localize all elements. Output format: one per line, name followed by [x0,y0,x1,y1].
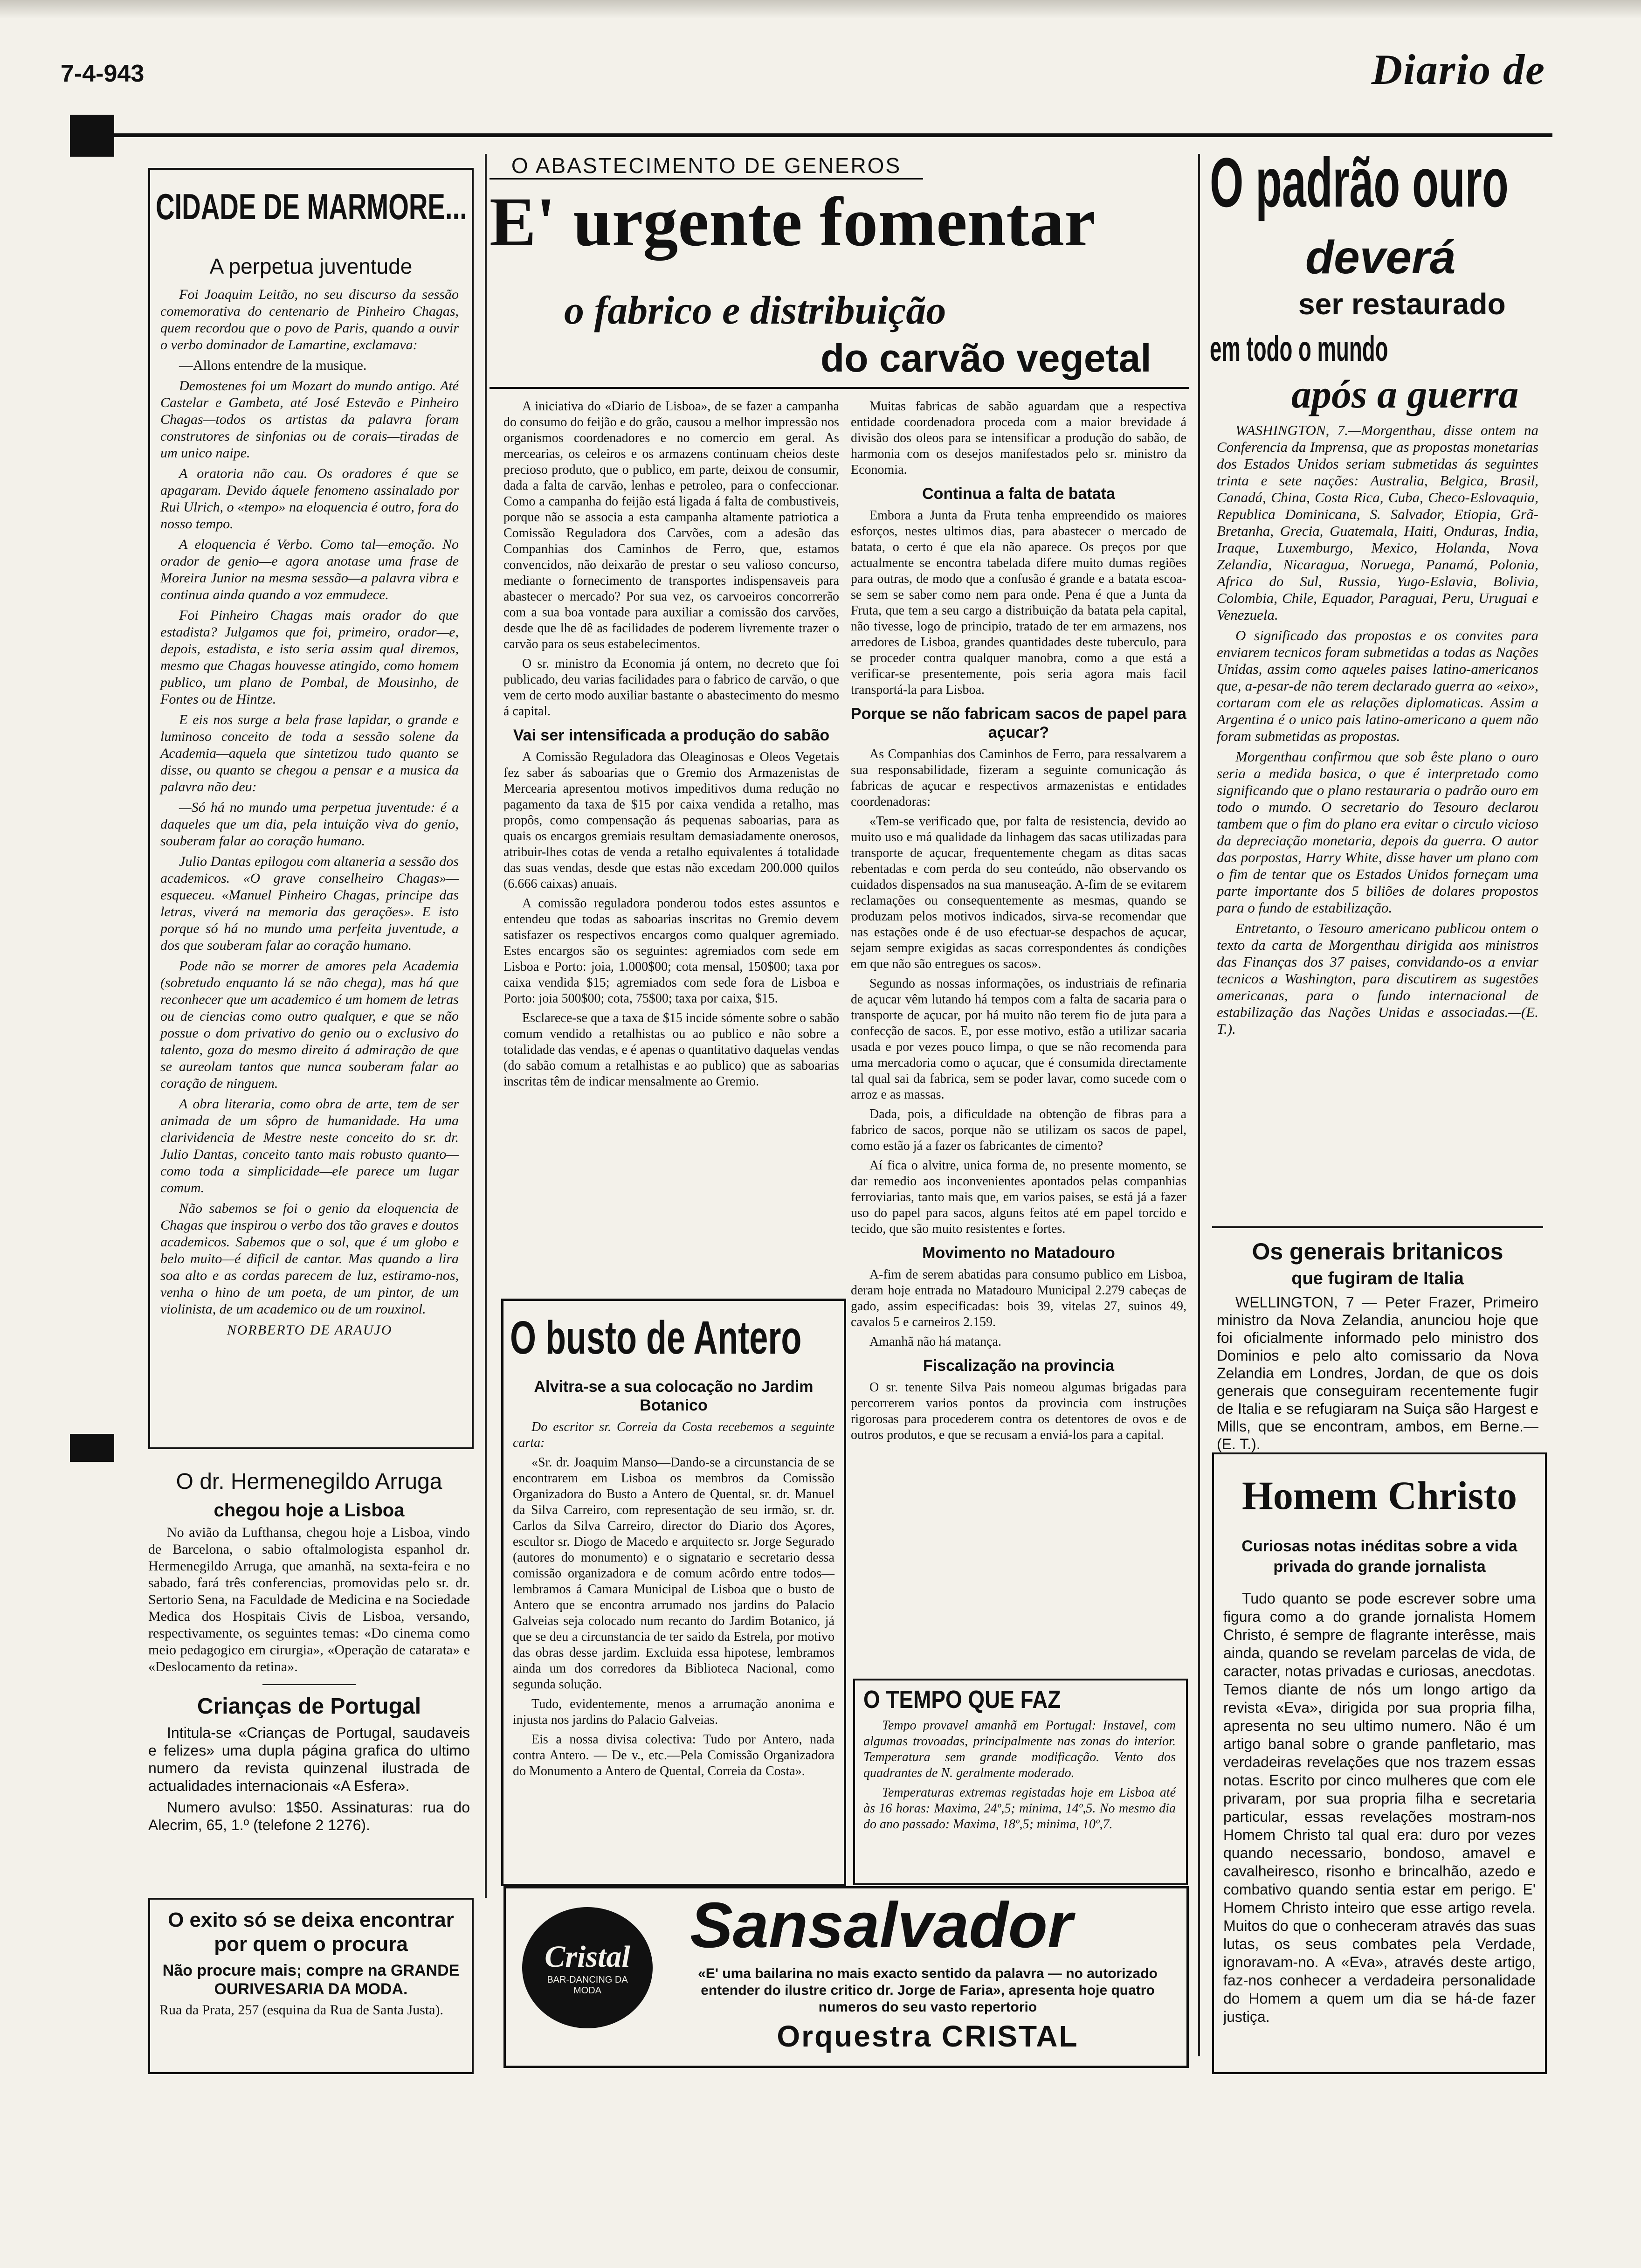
tempo-temps: Temperaturas extremas registadas hoje em Lisboa até às 16 horas: Maxima, 24º,5; minima, 14º,5. No mesmo dia do ano passado: Maxima, 18º,5; minima, 10º,7. [863,1785,1176,1832]
antero-body [513,1371,834,1783]
sabao-title: Vai ser intensificada a produção do sabão [513,726,830,744]
paragraph: Entretanto, o Tesouro americano publicou ontem o texto da carta de Morgenthau dirigida aos ministros das Finanças dos 37 paises, convidando-os a enviar tecnicos a Washington, para discutirem as sugestões americanas, para o fundo internacional de estabilização das Nações Unidas e associadas.—(E. T.). [1217,920,1538,1037]
column-rule [485,154,487,1898]
sansalvador-name: Sansalvador [690,1889,1073,1961]
ad-body: Não procure mais; compre na GRANDE OURIVESARIA DA MODA. [162,1962,460,1998]
antero-subtitle: Alvitra-se a sua colocação no Jardim Botanico [534,1378,814,1414]
signature: NORBERTO DE ARAUJO [227,1322,393,1338]
ad-headline: O exito só se deixa encontrar por quem o procura [168,1908,454,1956]
center-headline: E' urgente fomentar [490,183,1096,261]
arruga-article [148,1469,470,1838]
paragraph: Foi Joaquim Leitão, no seu discurso da sessão comemorativa do centenario de Pinheiro Chagas, quem recordou que o povo de Paris, quando a ouvir o verbo dominador de Lamartine, exclamava: [160,287,459,353]
center-subhead2: do carvão vegetal [820,336,1151,380]
paragraph: Muitas fabricas de sabão aguardam que a respectiva entidade coordenadora proceda com a maior brevidade á divisão dos oleos para se intensificar a produção do sabão, de harmonia com os desejos manifestados pelo sr. ministro da Economia. [851,399,1186,477]
christo-title: Homem Christo [1242,1473,1517,1518]
tempo-box [853,1679,1188,1885]
paragraph: «Tem-se verificado que, por falta de resistencia, devido ao muito uso e má qualidade da linhagem das sacas utilizadas para transporte de açucar, frequentemente chegam as ditas sacas rebentadas e com perda do seu conteúdo, não observando os cuidados dispensados na sua manuseação. A-fim de se evitarem reclamações ou consequentemente as mesmas, quando se produzam pelos motivos indicados, sirva-se recomendar que nas estações onde é de uso efectuar-se despachos de açucar, sejam sempre exigidas as sacas correspondentes ás condições em que não são entregues os sacos». [851,814,1186,971]
cristal-orchestra: Orquestra CRISTAL [777,2019,1079,2053]
center-col-a [503,399,839,1093]
paragraph: Pode não se morrer de amores pela Academia (sobretudo enquanto lá se não chega), mas há que reconhecer que um academico é um homem de letras ou de ciencias como outro qualquer, e que se não possue o dom privativo do genio ou o exclusivo do talento, goza do mesmo direito á admiração de que se aureolam tantos que nunca souberam falar ao coração de ninguem. [160,958,459,1091]
ad-address: Rua da Prata, 257 (esquina da Rua de Santa Justa). [159,2002,444,2018]
top-rule [112,133,1552,137]
paragraph: Amanhã não há matança. [869,1335,1001,1349]
tempo-title: O TEMPO QUE FAZ [863,1686,1061,1714]
padrao-head3: ser restaurado [1298,287,1506,321]
center-headline-rule [490,387,1189,389]
paragraph: «Sr. dr. Joaquim Manso—Dando-se a circunstancia de se encontrarem em Lisboa os membros da Comissão Organizadora do Busto a Antero de Quental, sr. dr. Manuel da Silva Carreiro, com representação de seu irmão, sr. dr. Carlos da Silva Carreiro, director do Diario dos Açores, escultor sr. Diogo de Macedo e arquitecto sr. Jorge Segurado (autores do monumento) e o signatario e secretario dessa comissão organizadora e de comum acôrdo entre todos—lembramos á Camara Municipal de Lisboa que o busto de Antero que se encontra arrumado nos jardins do Palacio Galveias seja colocado num recanto do Jardim Botanico, já que se deu a circunstancia de ter saido da Estrela, por motivo das obras desse jardim. Excluida essa hipotese, lembramos ainda um dos corredores da Biblioteca Nacional, como segunda solução. [513,1455,834,1692]
antero-intro: Do escritor sr. Correia da Costa recebemos a seguinte carta: [513,1420,834,1450]
sacos-title: Porque se não fabricam sacos de papel para açucar? [851,705,1186,741]
paragraph: Não sabemos se foi o genio da eloquencia de Chagas que inspirou o verbo dos tão graves e doutos academicos. Sabemos que o sol, que é um globo e belo muito—é dificil de cantar. Mas quando a lira soa alto e as cordas parecem de luz, estiramo-nos, venha o hino de um poeta, de um pintor, de um violinista, de um academico ou de um rouxinol. [160,1201,459,1317]
paragraph: A obra literaria, como obra de arte, tem de ser animada de um sôpro de humanidade. Ha uma clarividencia de Mestre neste conceito do sr. dr. Julio Dantas, conceito tanto mais robusto quanto—como toda a simplicidade—ele parece um lugar comum. [160,1096,459,1196]
column-rule [1198,154,1200,2056]
paragraph: —Allons entendre de la musique. [179,358,367,373]
cristal-tagline: «E' uma bailarina no mais exacto sentido da palavra — no autorizado entender do ilustre critico dr. Jorge de Faria», apresenta hoje quatro numeros do seu vasto repertorio [698,1966,1158,2015]
paragraph: Dada, pois, a dificuldade na obtenção de fibras para a fabrico de sacos, porque não se utilizam os sacos de papel, como estão já a fazer os fabricantes de cimento? [851,1107,1186,1153]
cidade-subtitle: A perpetua juventude [209,254,413,278]
center-col-b [851,399,1186,1447]
padrao-headline: O padrão ouro [1210,143,1509,221]
paragraph: Foi Pinheiro Chagas mais orador do que estadista? Julgamos que foi, primeiro, orador—e, depois, estadista, e isto seria assim qual diremos, mesmo que Chagas houvesse atingido, como homem publico, um plano de Pombal, de Mousinho, de Fontes ou de Hintze. [160,608,459,707]
paragraph: Tudo, evidentemente, menos a arrumação anonima e injusta nos jardins do Palacio Galveias. [513,1697,834,1727]
paragraph: Morgenthau confirmou que sob êste plano o ouro seria a medida basica, o que é interpretado como significando que o plano restauraria o padrão ouro em todo o mundo. O secretario do Tesouro declarou tambem que o fim do plano era evitar o circulo vicioso da depreciação monetaria, depois da guerra. O autor das porpostas, Harry White, disse haver um plano com o fim de tentar que os Estados Unidos forneçam uma parte importante dos 5 biliões de dolares propostos para o fundo de estabilização. [1217,748,1538,916]
paragraph: O sr. ministro da Economia já ontem, no decreto que foi publicado, deu varias facilidades para o fabrico de carvão, o que vem de certo modo auxiliar bastante o abastecimento do mesmo á capital. [503,657,839,719]
fiscalizacao-title: Fiscalização na provincia [923,1357,1115,1375]
generais-subtitle: que fugiram de Italia [1291,1269,1464,1288]
cristal-logo-sub: BAR-DANCING DA MODA [547,1975,628,1996]
paragraph: O significado das propostas e os convites para enviarem tecnicos foram submetidas a todas as Nações Unidas, assim como aqueles paises latino-americanos que, a-pesar-de não terem declarado guerra ao «eixo», cortaram com ele as relações diplomaticas. Assim a Argentina é o unico pais latino-americano a quem não foram submetidas as propostas. [1217,627,1538,744]
criancas-title: Crianças de Portugal [197,1694,421,1719]
generais-body: WELLINGTON, 7 — Peter Frazer, Primeiro ministro da Nova Zelandia, anunciou hoje que foi oficialmente informado pelo ministro dos Dominios e pelo alto comissario da Nova Zelandia em Londres, Jordan, de que os dois generais que conseguiram recentemente fugir de Italia e se refugiaram na Suiça são Hargest e Mills, que se encontram, ambos, em Berne.—(E. T.). [1217,1294,1538,1452]
masthead: Diario de [1371,46,1545,93]
paragraph: A oratoria não cau. Os oradores é que se apagaram. Devido áquele fenomeno assinalado por Rui Ulrich, o «tempo» na eloquencia é outro, fora do nosso tempo. [160,466,459,532]
issue-date: 7-4-943 [61,60,145,87]
page-top-edge [0,0,1641,19]
padrao-body [1217,422,1538,1041]
padrao-head4: em todo o mundo [1210,329,1388,369]
center-kicker: O ABASTECIMENTO DE GENEROS [490,153,923,180]
cidade-de-marmore-box [148,168,474,1449]
christo-body [1223,1590,1536,2030]
tempo-forecast: Tempo provavel amanhã em Portugal: Instavel, com algumas trovoadas, principalmente nas zonas do interior. Temperatura sem grande modificação. Vento dos quadrantes de N. geralmente moderado. [863,1718,1176,1780]
tempo-body [863,1718,1176,1836]
antero-box [501,1299,846,1886]
arruga-body: No avião da Lufthansa, chegou hoje a Lisboa, vindo de Barcelona, o sabio oftalmologista espanhol dr. Hermenegildo Arruga, que amanhã, na sexta-feira e no sabado, fará três conferencias, promovidas pelo sr. dr. Sertorio Sena, na Faculdade de Medicina e na Sociedade Medica dos Hospitais Civis de Lisboa, versando, respectivamente, os seguintes temas: «Do cinema como meio pedagogico em cirurgia», «Operação de catarata» e «Deslocamento da retina». [148,1525,470,1674]
christo-box [1212,1452,1547,2074]
generais-title: Os generais britanicos [1252,1238,1503,1265]
corner-block [70,115,114,157]
cidade-body [160,286,459,1338]
paragraph: Segundo as nossas informações, os industriais de refinaria de açucar vêm lutando há tempos com a falta de sacaria para o transporte de açucar, por há muito não terem fio de juta para a confecção de sacos. E, por esse motivo, estão a utilizar sacaria usada e por vezes pouco limpa, o que se não recomenda para uma mercadoria como o açucar, que é consumida directamente tal qual sai da fabrica, sem se poder lavar, como sucede com o arroz e as massas. [851,976,1186,1102]
paragraph: E eis nos surge a bela frase lapidar, o grande e luminoso conceito de toda a sessão solene da Academia—aquela que sintetizou tudo quanto se disse, ou quanto se chegou a pensar e a musica da palavra não deu: [160,712,459,795]
paragraph: Demostenes foi um Mozart do mundo antigo. Até Castelar e Gambeta, até José Estevão e Pinheiro Chagas—todos os artistas da palavra foram construtores de sinfonias ou de corais—tiradas de um unico naipe. [160,378,459,461]
christo-paragraph: Tudo quanto se pode escrever sobre uma figura como a do grande jornalista Homem Christo, é sempre de flagrante interêsse, mais ainda, quando se revelam parcelas de vida, de caracter, notas privadas e curiosas, anecdotas. Temos diante de nós um longo artigo da revista «Eva», dirigida por sua propria filha, apresenta no seu ultimo numero. Não é um artigo banal sobre o grande panfletario, mas verdadeiras revelações que nos trazem essas notas. Escrito por cinco mulheres que com ele privaram, por sua propria filha e secretaria particular, essas revelações mostram-nos Homem Christo tal qual era: duro por vezes quando necessario, bondoso, amavel e cavalheiresco, risonho e brincalhão, azedo e combativo quando sentia estar em perigo. E' Homem Christo inteiro que esse artigo revela. Muitos do que o conheceram através das suas lutas, os seus combates pela Verdade, ignoravam-no. A «Eva», através deste artigo, faz-nos conhecer a verdadeira personalidade do Homem a quem um dia se há-de fazer justiça. [1223,1590,1536,2025]
arruga-title: O dr. Hermenegildo Arruga [176,1469,442,1494]
cristal-logo [522,1907,653,2028]
criancas-body: Intitula-se «Crianças de Portugal, saudaveis e felizes» uma dupla página grafica do ultimo numero da revista quinzenal ilustrada de actualidades internacionais «A Esfera». [148,1724,470,1794]
batata-title: Continua a falta de batata [922,485,1115,503]
paragraph: A eloquencia é Verbo. Como tal—emoção. No orador de genio—e agora anotase uma frase de Moreira Junior na mesma sessão—a palavra vibra e continua ainda quando a voz emmudece. [160,537,459,602]
paragraph: Embora a Junta da Fruta tenha empreendido os maiores esforços, nestes ultimos dias, para abastecer o mercado de batata, o certo é que ela não aparece. Os preços por que actualmente se encontra tabelada difere muito dumas regiões para outras, de modo que a confusão é grande e a batata escoa-se sem se saber como nem para onde. Pena é que a Junta da Fruta, que tem a seu cargo a distribuição da batata pela capital, não tivesse, logo de principio, tratado de ter em armazens, nos arredores de Lisboa, grandes quantidades deste tuberculo, para se proceder contra qualquer manobra, como a que está a verificar-se presentemente, pois seria agora mais facil transportá-la para Lisboa. [851,508,1186,697]
paragraph: A comissão reguladora ponderou todos estes assuntos e entendeu que todas as saboarias inscritas no Gremio devem satisfazer os respectivos encargos como qualquer agremiado. Estes encargos são os seguintes: agremiados com sede em Lisboa e Porto: joia, 1.000$00; cota mensal, 150$00; taxa por caixa vendida $15; agremiados com sede fora de Lisboa e Porto: joia 500$00; cota, 75$00; taxa por caixa, $15. [503,896,839,1006]
right-divider [1212,1226,1543,1228]
paragraph: Julio Dantas epilogou com altaneria a sessão dos academicos. «O grave conselheiro Chagas»—esqueceu. «Manuel Pinheiro Chagas, principe das letras, viverá na memoria das gerações». E isto porque só há no mundo uma perfeita juventude, a dos que souberam falar ao coração humano. [160,854,459,953]
paragraph: A-fim de serem abatidas para consumo publico em Lisboa, deram hoje entrada no Matadouro Municipal 2.279 cabeças de gado, assim especificadas: bois 39, vitelas 27, suinos 49, cavalos 5 e carneiros 2.159. [851,1267,1186,1329]
generais-article [1217,1238,1538,1457]
paragraph: A iniciativa do «Diario de Lisboa», de se fazer a campanha do consumo do feijão e do grão, causou a melhor impressão nos organismos coordenadores e no comercio em geral. As mercearias, os celeiros e os armazens continuam cheios deste precioso produto, que o publico, em parte, deixou de consumir, dada a falta de carvão, lenhas e petroleo, para o confeccionar. Como a campanha do feijão está ligada á falta de combustiveis, porque não se associa a esta campanha altamente patriotica a Comissão Reguladora dos Carvões, com a adesão das Companhias dos Caminhos de Ferro, que, estamos convencidos, não deixarão de prestar o seu valioso concurso, mediante o fornecimento de transportes indispensaveis para abastecer o mercado? Por sua vez, os carvoeiros concorrerão com a sua boa vontade para auxiliar a comissão dos carvões, desde que lhe dê as facilidades de poderem livremente trazer o carvão para os seus estabelecimentos. [503,399,839,651]
ourivesaria-ad [148,1898,474,2074]
paragraph: Esclarece-se que a taxa de $15 incide sómente sobre o sabão comum vendido a retalhistas ou ao publico e não sobre a totalidade das vendas, e é apenas o quantitativo daquelas vendas (do sabão comum a retalhistas e ao publico) que as saboarias inscritas têm de indicar mensalmente ao Gremio. [503,1011,839,1089]
antero-title: O busto de Antero [510,1312,802,1364]
padrao-head2: deverá [1305,231,1456,284]
paragraph: —Só há no mundo uma perpetua juventude: é a daqueles que um dia, pela intuição viva do genio, souberam falar ao coração humano. [160,800,459,849]
padrao-head5: após a guerra [1291,372,1519,416]
cidade-kicker: CIDADE DE MARMORE... [156,186,467,227]
matadouro-title: Movimento no Matadouro [922,1244,1115,1262]
criancas-price: Numero avulso: 1$50. Assinaturas: rua do Alecrim, 65, 1.º (telefone 2 1276). [148,1799,470,1833]
paragraph: WASHINGTON, 7.—Morgenthau, disse ontem na Conferencia da Imprensa, que as propostas monetarias dos Estados Unidos seriam submetidas ás seguintes trinta e sete nações: Australia, Belgica, Brasil, Canadá, China, Costa Rica, Cuba, Checo-Eslovaquia, Republica Dominicana, S. Salvador, Etiopia, Grã-Bretanha, Grecia, Guatemala, Haiti, Onduras, India, Iraque, Luxemburgo, Mexico, Holanda, Nova Zelandia, Nicaragua, Noruega, Panamá, Polonia, Africa do Sul, Russia, Yugo-Eslavia, Bolivia, Colombia, Chile, Equador, Paraguai, Peru, Uruguai e Venezuela. [1217,422,1538,623]
divider [262,1684,356,1685]
paragraph: A Comissão Reguladora das Oleaginosas e Oleos Vegetais fez saber ás saboarias que o Gremio dos Armazenistas de Mercearia apresentou motivos impeditivos duma redução no pagamento da taxa de $15 por caixa vendida a retalho, mas propôs, como compensação ás pequenas saboarias, para as quais os encargos gremiais resultam demasiadamente onerosos, atribuir-lhes cotas de venda a retalho equivalentes á totalidade das suas vendas, desde que estas não excedam 200.000 quilos (6.666 caixas) anuais. [503,750,839,891]
christo-subtitle: Curiosas notas inéditas sobre a vida privada do grande jornalista [1241,1537,1517,1576]
paragraph: Eis a nossa divisa colectiva: Tudo por Antero, nada contra Antero. — De v., etc.—Pela Comissão Organizadora do Monumento a Antero de Quental, Correia da Costa». [513,1732,834,1778]
paragraph: O sr. tenente Silva Pais nomeou algumas brigadas para percorrerem varios pontos da provincia com instruções rigorosas para procederem contra os detentores de ovos e de outros produtos, e que se recusam a enviá-los para a capital. [851,1380,1186,1442]
cristal-logo-text: Cristal [545,1940,630,1974]
paragraph: Aí fica o alvitre, unica forma de, no presente momento, se dar remedio aos inconvenientes apontados pelas companhias ferroviarias, tanto mais que, em varios paises, se está já a fazer uso do papel para sacos, alguns feitos até em papel torcido e tecido, que são muito resistentes e fortes. [851,1158,1186,1236]
paragraph: As Companhias dos Caminhos de Ferro, para ressalvarem a sua responsabilidade, fizeram a seguinte comunicação ás fabricas de açucar e respectivos armazenistas e entidades coordenadoras: [851,747,1186,809]
section-marker [70,1434,114,1462]
arruga-subtitle: chegou hoje a Lisboa [214,1500,405,1521]
center-subhead1: o fabrico e distribuição [564,288,946,332]
